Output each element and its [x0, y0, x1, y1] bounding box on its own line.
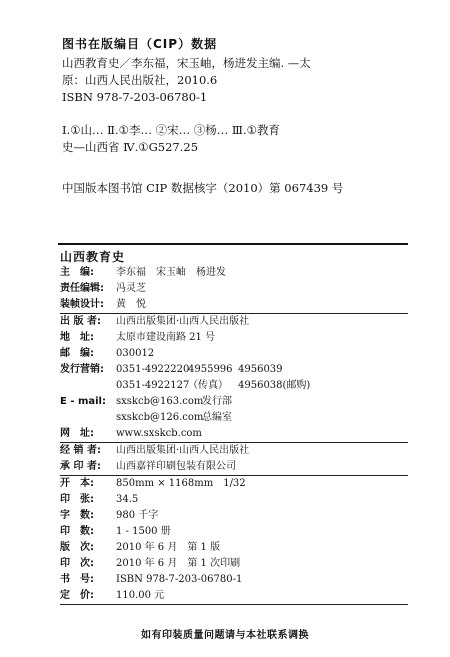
cip-classification: Ⅰ.①山… Ⅱ.①李… ②宋… ③杨… Ⅲ.①教育 [62, 123, 280, 137]
value: 4956038(邮购) [238, 380, 311, 391]
label: 字 数: [60, 510, 94, 521]
value: 太原市建设南路 21 号 [116, 332, 216, 343]
value: 李东福 宋玉岫 杨进发 [116, 267, 226, 278]
value: ISBN 978-7-203-06780-1 [116, 574, 243, 585]
value: 黄 悦 [116, 299, 146, 310]
value: 总编室 [202, 412, 232, 423]
label: 出 版 者: [60, 316, 101, 327]
label: 印 次: [60, 558, 94, 569]
label: 开 本: [60, 478, 94, 489]
row-words [60, 508, 408, 524]
cip-line: 山西教育史／李东福，宋玉岫，杨进发主编. —太 [62, 56, 311, 70]
value: 34.5 [116, 494, 139, 505]
cip-block [62, 36, 422, 197]
value: （传真） [188, 380, 228, 391]
row-distributor [60, 443, 408, 459]
row-print-run [60, 524, 408, 540]
label: 发行营销: [60, 364, 104, 375]
imprint-table [60, 265, 408, 605]
value: 4955996 [188, 364, 233, 375]
label: 责任编辑: [60, 283, 104, 294]
label: 印 数: [60, 526, 94, 537]
cip-isbn: ISBN 978-7-203-06780-1 [62, 90, 208, 104]
quality-notice: 如有印装质量问题请与本社联系调换 [141, 630, 309, 641]
row-publisher [60, 314, 408, 330]
row-address [60, 330, 408, 346]
label: 邮 编: [60, 348, 94, 359]
row-editors [60, 265, 408, 281]
label: 印 张: [60, 494, 94, 505]
value: 山西出版集团·山西人民出版社 [116, 316, 250, 327]
row-sheets [60, 492, 408, 508]
row-email-2 [60, 410, 408, 426]
label: 装帧设计: [60, 299, 104, 310]
row-impression [60, 556, 408, 572]
book-title: 山西教育史 [60, 250, 126, 264]
cip-classification: 史—山西省 Ⅳ.①G527.25 [62, 140, 199, 154]
value: 1 - 1500 册 [116, 526, 171, 537]
row-marketing [60, 362, 408, 378]
label: 网 址: [60, 428, 94, 439]
row-postcode [60, 346, 408, 362]
value: 山西嘉祥印刷包装有限公司 [116, 461, 236, 472]
value: 0351-4922220 [116, 364, 190, 375]
cip-record-number: 中国版本图书馆 CIP 数据核字（2010）第 067439 号 [62, 181, 344, 195]
label: 定 价: [60, 590, 94, 601]
row-printer [60, 459, 408, 476]
value: 030012 [116, 348, 155, 359]
row-website [60, 426, 408, 443]
value: 2010 年 6 月 第 1 次印刷 [116, 558, 241, 569]
value: 发行部 [202, 396, 232, 407]
value: 冯灵芝 [116, 283, 146, 294]
cip-line: 原：山西人民出版社，2010.6 [62, 73, 218, 87]
value: 980 千字 [116, 510, 159, 521]
label: 版 次: [60, 542, 94, 553]
email-link[interactable]: sxskcb@163.com [116, 396, 204, 407]
value: 850mm × 1168mm 1/32 [116, 478, 246, 489]
label: 地 址: [60, 332, 94, 343]
row-design [60, 297, 408, 314]
value: 0351-4922127 [116, 380, 190, 391]
label: 主 编: [60, 267, 94, 278]
value: 山西出版集团·山西人民出版社 [116, 445, 250, 456]
label: E - mail: [60, 396, 106, 407]
row-format [60, 476, 408, 492]
value: 2010 年 6 月 第 1 版 [116, 542, 221, 553]
top-rule [58, 243, 408, 245]
row-email [60, 394, 408, 410]
email-link[interactable]: sxskcb@126.com [116, 412, 204, 423]
label: 经 销 者: [60, 445, 101, 456]
row-marketing-2 [60, 378, 408, 394]
row-isbn [60, 572, 408, 588]
row-edition [60, 540, 408, 556]
website-link[interactable]: www.sxskcb.com [116, 428, 202, 439]
row-price [60, 588, 408, 605]
value: 110.00 元 [116, 590, 165, 601]
cip-heading: 图书在版编目（CIP）数据 [62, 37, 218, 51]
label: 承 印 者: [60, 461, 101, 472]
label: 书 号: [60, 574, 94, 585]
value: 4956039 [238, 364, 283, 375]
row-resp-editor [60, 281, 408, 297]
